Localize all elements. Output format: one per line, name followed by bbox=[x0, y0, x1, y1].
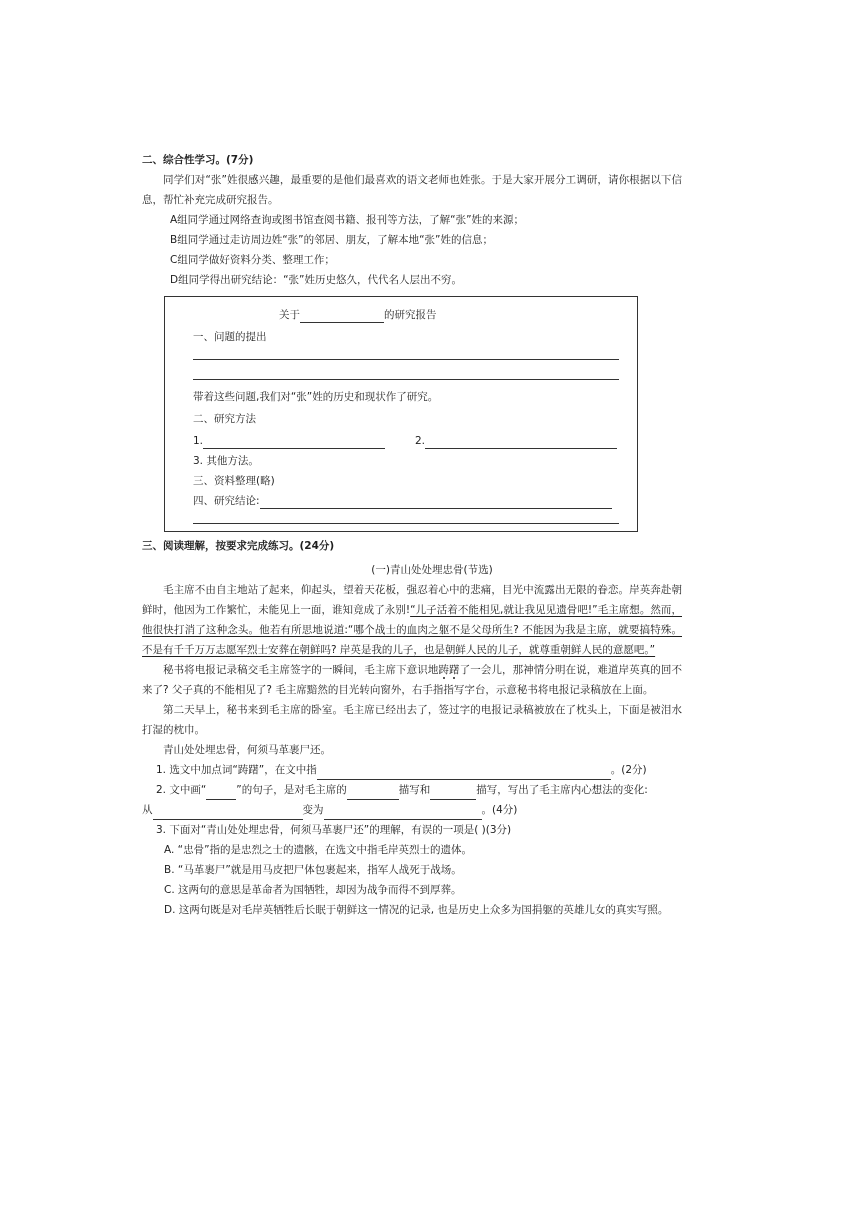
question-3: 3. 下面对“青山处处埋忠骨，何须马革裹尸还”的理解，有误的一项是( )(3分) bbox=[156, 824, 512, 836]
question-2-blank-2[interactable] bbox=[430, 786, 476, 800]
group-a-text: A组同学通过网络查询或图书馆查阅书籍、报刊等方法，了解“张”姓的来源； bbox=[170, 214, 525, 226]
problem-heading: 一、问题的提出 bbox=[193, 331, 267, 343]
question-2-blank-4[interactable] bbox=[324, 806, 482, 820]
problem-answer-line-1[interactable] bbox=[193, 359, 619, 360]
passage-paragraph-1 bbox=[142, 580, 682, 660]
question-3-option-a[interactable]: A. “忠骨”指的是忠烈之士的遗骸，在选文中指毛岸英烈士的遗体。 bbox=[164, 844, 473, 856]
question-2-blank-3[interactable] bbox=[153, 806, 303, 820]
method-1-label: 1. bbox=[193, 435, 204, 447]
underlined-sentence: “儿子活着不能相见,就让我见见遗骨吧!”毛主席想。然而，他很快打消了这种念头。他若有所思地说道:“哪个战士的血肉之躯不是父母所生? 不能因为我是主席，就要搞特殊。不是有千千万万志愿军烈士安葬在朝鲜吗? 岸英是我的儿子，也是朝鲜人民的儿子，就尊重朝鲜人民的意愿吧。” bbox=[142, 604, 682, 656]
question-2 bbox=[142, 780, 682, 800]
question-2-text-e: 从 bbox=[142, 804, 153, 816]
method-1-row bbox=[193, 433, 385, 449]
conclusion-blank[interactable] bbox=[260, 495, 612, 509]
group-d-text: D组同学得出研究结论：“张”姓历史悠久，代代名人层出不穷。 bbox=[170, 274, 462, 286]
passage-paragraph-2 bbox=[142, 660, 682, 700]
conclusion-row bbox=[193, 493, 612, 509]
method-3-text: 3. 其他方法。 bbox=[193, 455, 259, 467]
problem-answer-line-2[interactable] bbox=[193, 379, 619, 380]
dotted-char-chou: 踌 bbox=[438, 664, 450, 676]
question-2-continued bbox=[142, 800, 682, 820]
group-c-text: C组同学做好资料分类、整理工作； bbox=[170, 254, 335, 266]
passage-paragraph-3: 第二天早上，秘书来到毛主席的卧室。毛主席已经出去了，签过字的电报记录稿被放在了枕头上，下面是被泪水打湿的枕巾。 bbox=[142, 704, 682, 736]
paragraph-1-text: 毛主席不由自主地站了起来，仰起头，望着天花板，强忍着心中的悲痛，目光中流露出无限的眷恋。岸英奔赴朝鲜时，他因为工作繁忙，未能见上一面，谁知竟成了永别! bbox=[142, 584, 682, 616]
question-1-text: 1. 选文中加点词“踌躇”，在文中指 bbox=[156, 764, 317, 776]
method-2-row bbox=[415, 433, 617, 449]
paragraph-2-text-b: 了一会儿，那神情分明在说，难道岸英真的回不来了? 父子真的不能相见了? 毛主席黯然的目光转向窗外，右手指指写字台，示意秘书将电报记录稿放在上面。 bbox=[142, 664, 682, 696]
report-title-blank[interactable] bbox=[300, 309, 384, 323]
report-bridge-text: 带着这些问题,我们对“张”姓的历史和现状作了研究。 bbox=[193, 391, 439, 403]
report-title-row bbox=[279, 307, 437, 323]
material-heading: 三、资料整理(略) bbox=[193, 475, 275, 487]
question-2-text-c: 描写和 bbox=[398, 784, 431, 796]
method-heading: 二、研究方法 bbox=[193, 413, 256, 425]
question-1-blank[interactable] bbox=[317, 766, 611, 780]
paragraph-2-text-a: 秘书将电报记录稿交毛主席签字的一瞬间，毛主席下意识地 bbox=[163, 664, 439, 676]
question-3-option-b[interactable]: B. “马革裹尸”就是用马皮把尸体包裹起来，指军人战死于战场。 bbox=[164, 864, 462, 876]
conclusion-label: 四、研究结论: bbox=[193, 495, 260, 507]
question-3-option-c[interactable]: C. 这两句的意思是革命者为国牺牲，却因为战争而得不到厚葬。 bbox=[164, 884, 462, 896]
method-2-label: 2. bbox=[415, 435, 426, 447]
dotted-char-chu: 躇 bbox=[449, 664, 460, 676]
section-3-title: 三、阅读理解，按要求完成练习。(24分) bbox=[142, 540, 335, 552]
research-report-box bbox=[164, 296, 638, 532]
question-2-text-d: 描写，写出了毛主席内心想法的变化: bbox=[476, 784, 648, 796]
exam-content bbox=[142, 150, 682, 920]
passage-title: (一)青山处处埋忠骨(节选) bbox=[371, 564, 493, 576]
method-1-blank[interactable] bbox=[203, 435, 385, 449]
question-2-blank-1[interactable] bbox=[347, 786, 399, 800]
passage-paragraph-4: 青山处处埋忠骨，何须马革裹尸还。 bbox=[163, 744, 331, 756]
question-2-score: 。(4分) bbox=[481, 804, 518, 816]
question-2-text-b: ”的句子，是对毛主席的 bbox=[236, 784, 347, 796]
section-2-title: 二、综合性学习。(7分) bbox=[142, 154, 254, 166]
report-title-suffix: 的研究报告 bbox=[384, 309, 437, 321]
group-b-text: B组同学通过走访周边姓“张”的邻居、朋友，了解本地“张”姓的信息； bbox=[170, 234, 493, 246]
question-3-option-d[interactable]: D. 这两句既是对毛岸英牺牲后长眠于朝鲜这一情况的记录, 也是历史上众多为国捐躯的英雄儿女的真实写照。 bbox=[164, 904, 669, 916]
section-2-intro: 同学们对“张”姓很感兴趣，最重要的是他们最喜欢的语文老师也姓张。于是大家开展分工调研，请你根据以下信息，帮忙补充完成研究报告。 bbox=[142, 174, 682, 206]
question-1-score: 。(2分) bbox=[610, 764, 647, 776]
question-2-text-f: 变为 bbox=[302, 804, 324, 816]
report-title-prefix: 关于 bbox=[279, 309, 300, 321]
method-2-blank[interactable] bbox=[425, 435, 617, 449]
question-2-text-a: 2. 文中画“ bbox=[156, 784, 207, 796]
question-2-underline-sample bbox=[206, 786, 236, 800]
question-1 bbox=[142, 760, 682, 780]
conclusion-answer-line[interactable] bbox=[193, 523, 619, 524]
